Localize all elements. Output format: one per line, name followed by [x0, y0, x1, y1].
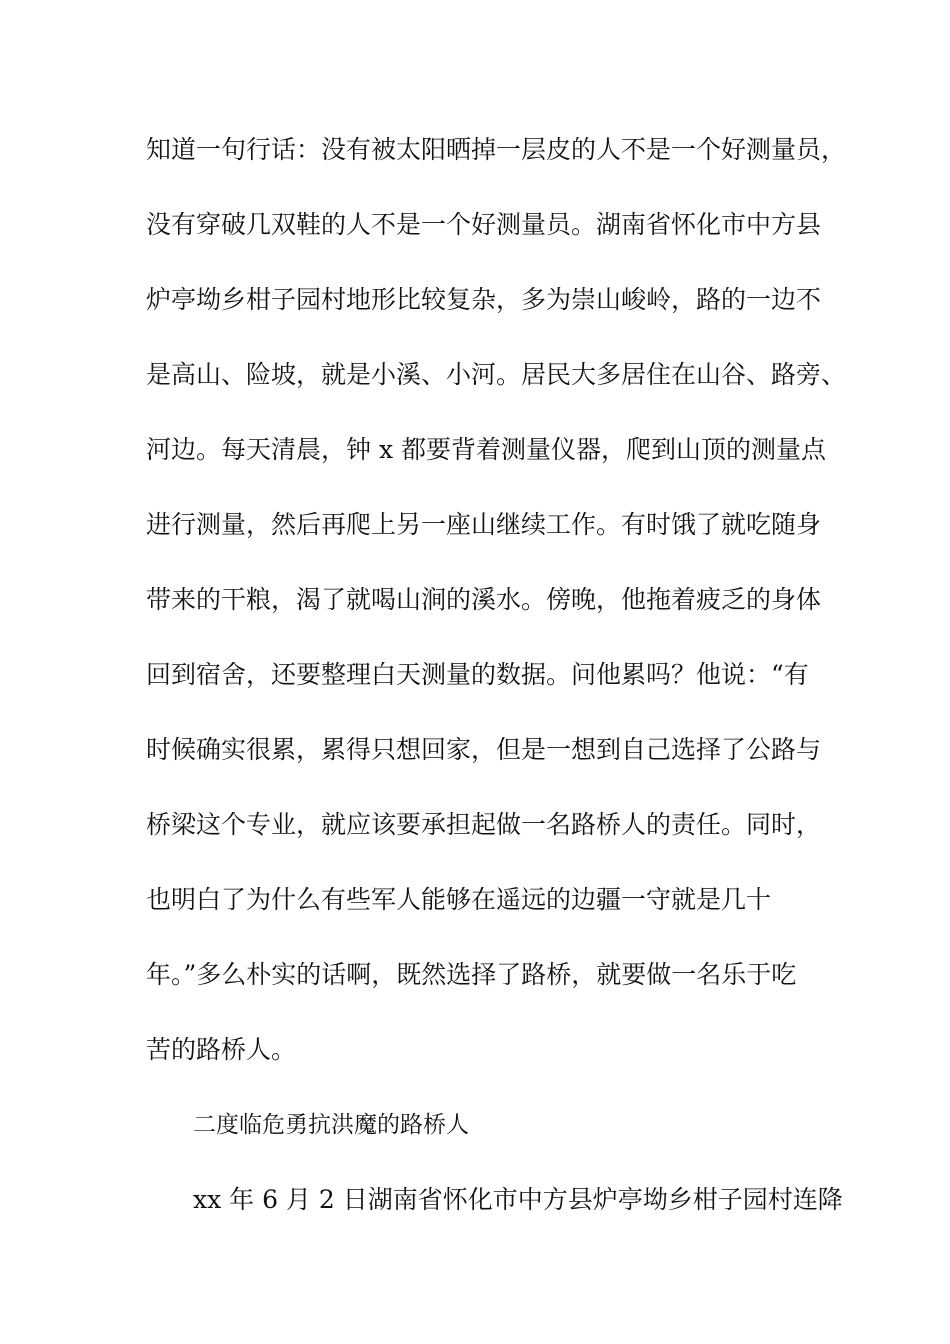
body-text-line: 进行测量，然后再爬上另一座山继续工作。有时饿了就吃随身 — [146, 510, 822, 539]
body-text-line: 苦的路桥人。 — [146, 1035, 297, 1064]
body-text-line: 桥梁这个专业，就应该要承担起做一名路桥人的责任。同时， — [146, 810, 822, 839]
body-text-line: 回到宿舍，还要整理白天测量的数据。问他累吗？他说：“有 — [146, 660, 809, 689]
body-text-line: 是高山、险坡，就是小溪、小河。居民大多居住在山谷、路旁、 — [146, 360, 847, 389]
body-text-line: 炉亭坳乡柑子园村地形比较复杂，多为崇山峻岭，路的一边不 — [146, 285, 822, 314]
body-text-line: 时候确实很累，累得只想回家，但是一想到自己选择了公路与 — [146, 735, 822, 764]
body-text-line: 河边。每天清晨，钟 x 都要背着测量仪器，爬到山顶的测量点 — [146, 435, 826, 464]
body-text-line: 没有穿破几双鞋的人不是一个好测量员。湖南省怀化市中方县 — [146, 210, 822, 239]
section-heading: 二度临危勇抗洪魔的路桥人 — [193, 1112, 469, 1138]
body-text-line: xx 年 6 月 2 日湖南省怀化市中方县炉亭坳乡柑子园村连降 — [193, 1185, 843, 1214]
body-text-line: 知道一句行话：没有被太阳晒掉一层皮的人不是一个好测量员， — [146, 135, 847, 164]
body-text-line: 年。”多么朴实的话啊，既然选择了路桥，就要做一名乐于吃 — [146, 960, 797, 989]
body-text-line: 也明白了为什么有些军人能够在遥远的边疆一守就是几十 — [146, 885, 772, 914]
body-text-line: 带来的干粮，渴了就喝山涧的溪水。傍晚，他拖着疲乏的身体 — [146, 585, 822, 614]
